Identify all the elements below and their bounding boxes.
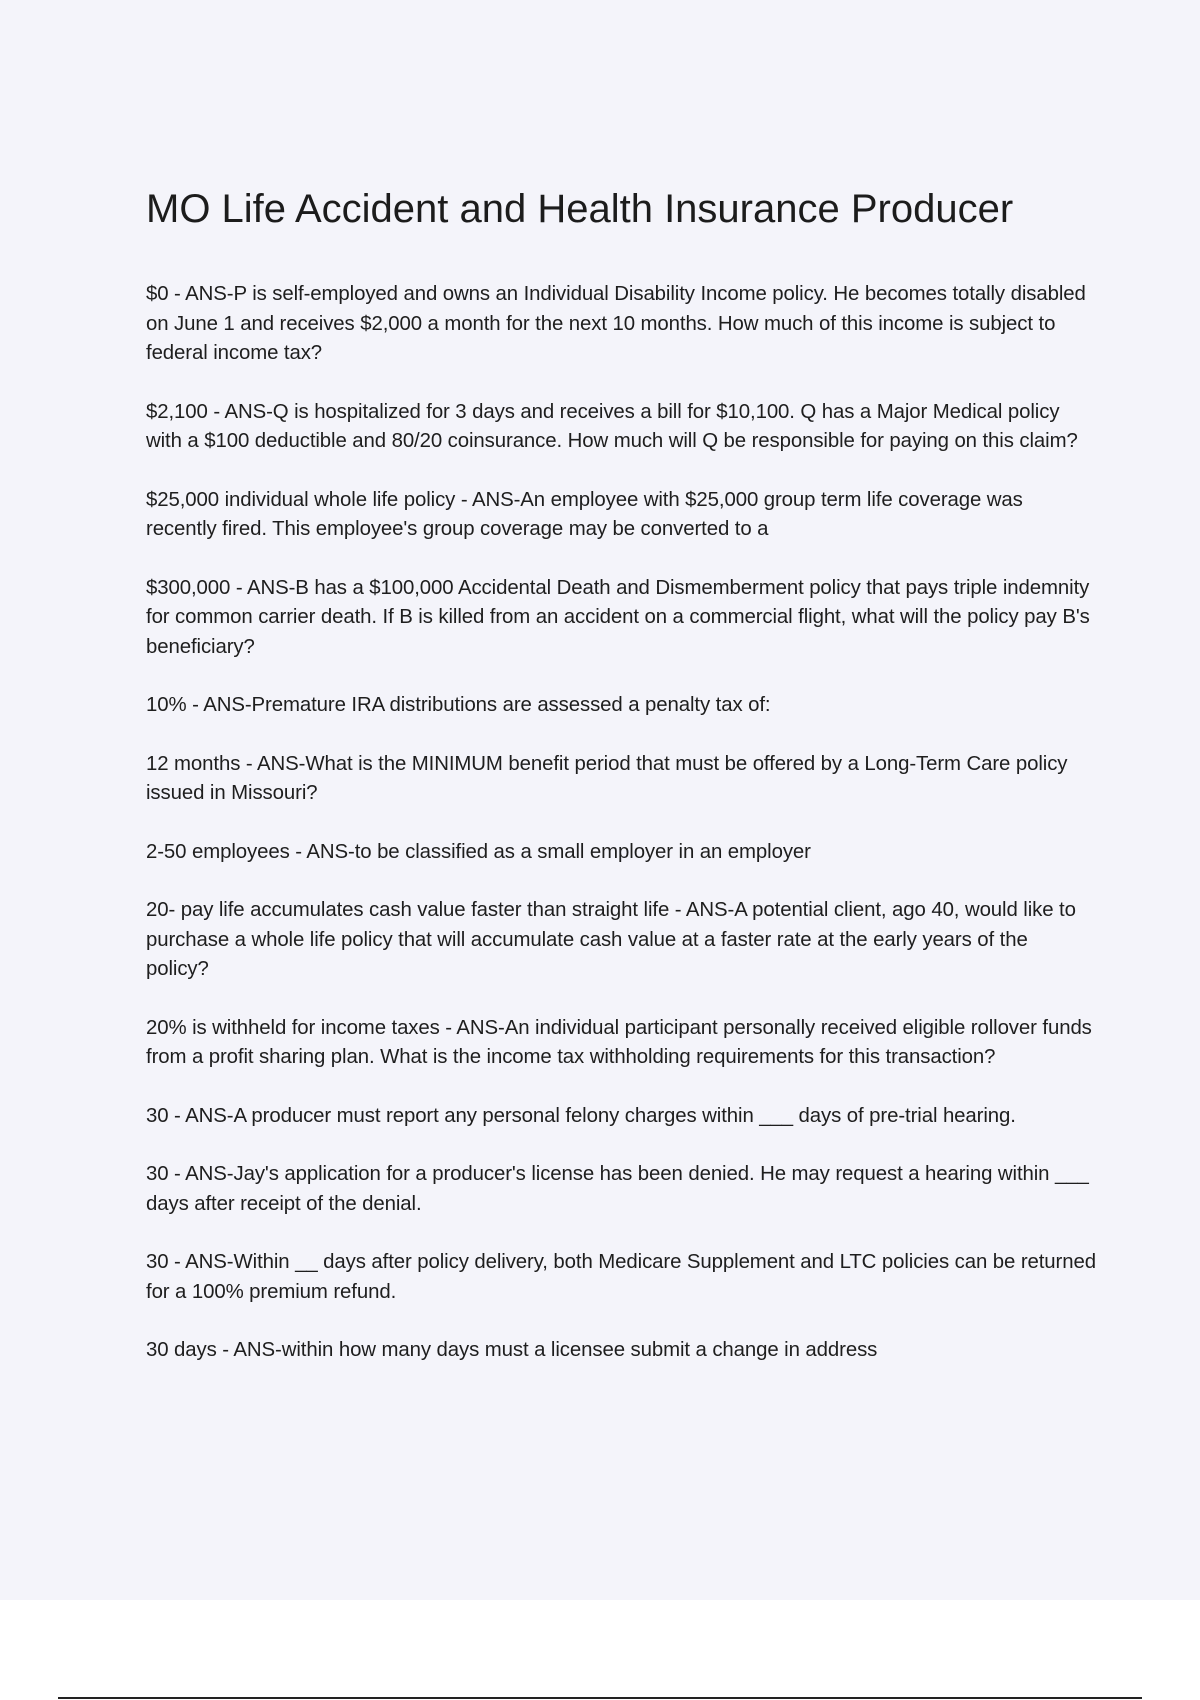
qa-entry: 20- pay life accumulates cash value faster than straight life - ANS-A potential client, ago 40, would like to purchase a whole life policy that will accumulate cash value at a faster rate at the early years of the policy? xyxy=(146,899,1076,980)
qa-entry: 30 - ANS-Jay's application for a producer's license has been denied. He may request a hearing within ___ days after receipt of the denial. xyxy=(146,1163,1089,1215)
qa-entry: 20% is withheld for income taxes - ANS-An individual participant personally received eligible rollover funds from a profit sharing plan. What is the income tax withholding requirements for this transaction? xyxy=(146,1016,1092,1068)
qa-entry: 30 - ANS-A producer must report any personal felony charges within ___ days of pre-trial hearing. xyxy=(146,1104,1016,1127)
qa-list xyxy=(146,280,1096,1395)
qa-entry: 30 - ANS-Within __ days after policy delivery, both Medicare Supplement and LTC policies can be returned for a 100% premium refund. xyxy=(146,1251,1096,1303)
qa-entry: $0 - ANS-P is self-employed and owns an Individual Disability Income policy. He becomes totally disabled on June 1 and receives $2,000 a month for the next 10 months. How much of this income is subject to federal income tax? xyxy=(146,283,1086,364)
document-title: MO Life Accident and Health Insurance Producer xyxy=(146,187,1014,231)
qa-entry: $25,000 individual whole life policy - ANS-An employee with $25,000 group term life coverage was recently fired. This employee's group coverage may be converted to a xyxy=(146,488,1023,540)
qa-entry: 30 days - ANS-within how many days must a licensee submit a change in address xyxy=(146,1339,878,1361)
footer-divider xyxy=(58,1697,1142,1699)
qa-entry: 2-50 employees - ANS-to be classified as a small employer in an employer xyxy=(146,840,811,863)
qa-entry: 10% - ANS-Premature IRA distributions are assessed a penalty tax of: xyxy=(146,694,771,716)
qa-entry: $2,100 - ANS-Q is hospitalized for 3 days and receives a bill for $10,100. Q has a Major Medical policy with a $100 deductible and 80/20 coinsurance. How much will Q be responsible for paying on this claim? xyxy=(146,400,1078,452)
qa-entry: $300,000 - ANS-B has a $100,000 Accidental Death and Dismemberment policy that pays triple indemnity for common carrier death. If B is killed from an accident on a commercial flight, what will the policy pay B's beneficiary? xyxy=(146,576,1090,658)
qa-entry: 12 months - ANS-What is the MINIMUM benefit period that must be offered by a Long-Term Care policy issued in Missouri? xyxy=(146,752,1068,804)
